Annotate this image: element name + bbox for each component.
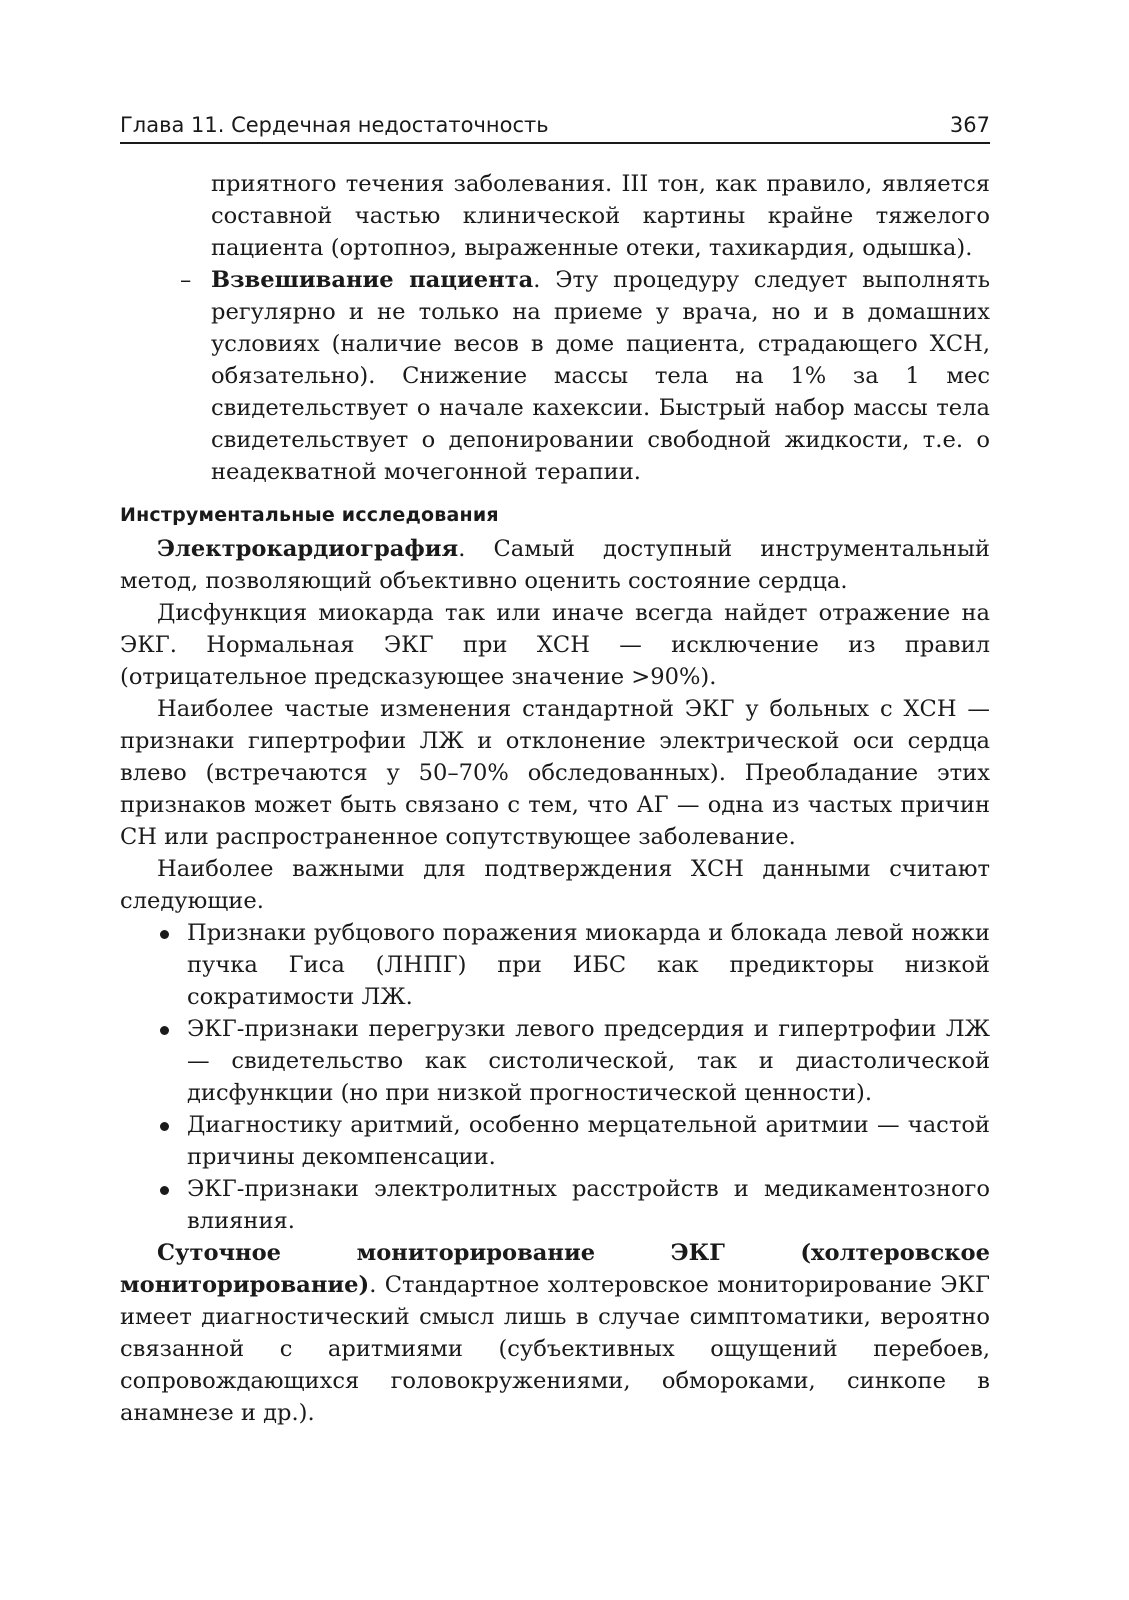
bullet-item: [120, 1109, 990, 1173]
holter-text: . Стандартное холтеровское мониторирование ЭКГ имеет диагностический смысл лишь в случае симптоматики, вероятно связанной с аритмиями (субъективных ощущений перебоев, сопровождающихся головокружениями, обмороками, синкопе в анамнезе и др.).: [120, 1272, 990, 1426]
chapter-title: Глава 11. Сердечная недостаточность: [120, 113, 549, 137]
bullet-item: [120, 1013, 990, 1109]
ecg-changes-paragraph: Наиболее частые изменения стандартной ЭКГ у больных с ХСН — признаки гипертрофии ЛЖ и отклонение электрической оси сердца влево (встречаются у 50–70% обследованных). Преобладание этих признаков может быть связано с тем, что АГ — одна из частых причин СН или распространенное сопутствующее заболевание.: [120, 696, 990, 850]
bullet-item: [120, 1173, 990, 1237]
weighing-term: Взвешивание пациента: [211, 267, 534, 293]
ecg-paragraph: [120, 533, 990, 597]
bullet-text: ЭКГ-признаки перегрузки левого предсердия и гипертрофии ЛЖ — свидетельство как систолической, так и диастолической дисфункции (но при низкой прогностической ценности).: [187, 1016, 990, 1106]
page-number: 367: [949, 113, 990, 137]
bullet-icon: [160, 1026, 169, 1035]
ecg-term: Электрокардиография: [157, 536, 459, 562]
continued-paragraph: [120, 168, 990, 264]
ecg-text: . Самый доступный инструментальный метод, позволяющий объективно оценить состояние сердца.: [120, 536, 990, 594]
running-header: [120, 108, 990, 144]
bullet-text: Признаки рубцового поражения миокарда и блокада левой ножки пучка Гиса (ЛНПГ) при ИБС как предикторы низкой сократимости ЛЖ.: [187, 920, 990, 1010]
continued-text: приятного течения заболевания. III тон, как правило, является составной частью клинической картины крайне тяжелого пациента (ортопноэ, выраженные отеки, тахикардия, одышка).: [211, 171, 990, 261]
bullet-item: [120, 917, 990, 1013]
bullet-text: ЭКГ-признаки электролитных расстройств и медикаментозного влияния.: [187, 1176, 990, 1234]
bullet-icon: [160, 930, 169, 939]
weighing-text: . Эту процедуру следует выполнять регулярно и не только на приеме у врача, но и в домашних условиях (наличие весов в доме пациента, страдающего ХСН, обязательно). Снижение массы тела на 1% за 1 мес свидетельствует о начале кахексии. Быстрый набор массы тела свидетельствует о депонировании свободной жидкости, т.е. о неадекватной мочегонной терапии.: [211, 267, 990, 485]
dysfunction-paragraph: Дисфункция миокарда так или иначе всегда найдет отражение на ЭКГ. Нормальная ЭКГ при ХСН — исключение из правил (отрицательное предсказующее значение >90%).: [120, 600, 990, 690]
page-body: [120, 168, 990, 1429]
dash-list-item: [120, 264, 990, 488]
holter-term: Суточное мониторирование ЭКГ (холтеровское мониторирование): [120, 1240, 990, 1298]
dash-marker: –: [180, 267, 192, 293]
bullet-icon: [160, 1186, 169, 1195]
bullet-text: Диагностику аритмий, особенно мерцательной аритмии — частой причины декомпенсации.: [187, 1112, 990, 1170]
holter-paragraph: [120, 1237, 990, 1429]
section-heading: Инструментальные исследования: [120, 504, 499, 526]
bullet-icon: [160, 1122, 169, 1131]
important-data-paragraph: Наиболее важными для подтверждения ХСН данными считают следующие.: [120, 856, 990, 914]
